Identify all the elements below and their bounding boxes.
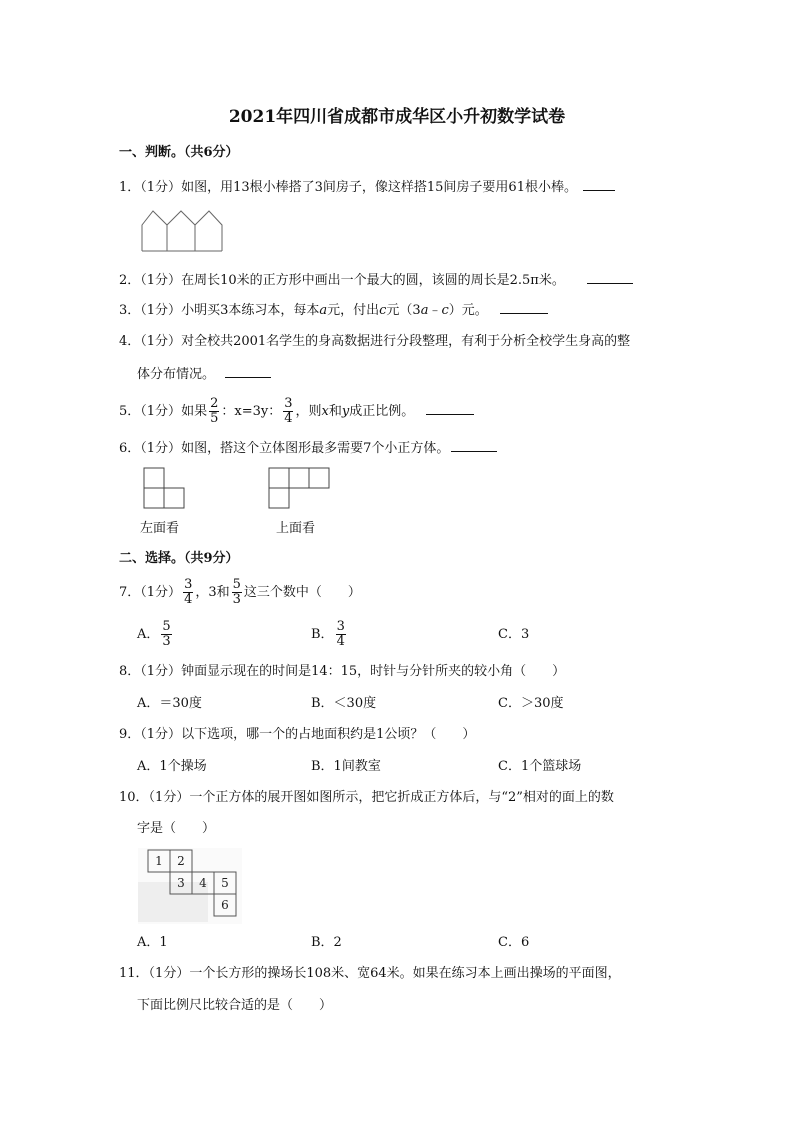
question-3 bbox=[119, 301, 548, 319]
denominator: 3 bbox=[162, 634, 171, 649]
left-view-figure bbox=[143, 467, 187, 509]
net-cell-5: 5 bbox=[221, 876, 229, 890]
question-text: 一个正方体的展开图如图所示，把它折成正方体后，与“2”相对的面上的数 bbox=[189, 790, 614, 805]
numerator: 3 bbox=[284, 396, 293, 411]
denominator: 4 bbox=[284, 411, 293, 426]
option-label: A． bbox=[137, 627, 160, 642]
question-score: （1分） bbox=[140, 303, 182, 318]
question-score: （1分） bbox=[140, 585, 182, 600]
question-text: 在周长10米的正方形中画出一个最大的圆，该圆的周长是2.5π米。 bbox=[181, 273, 565, 288]
question-score: （1分） bbox=[148, 790, 190, 805]
question-score: （1分） bbox=[140, 441, 182, 456]
question-text: 钟面显示现在的时间是14：15，时针与分针所夹的较小角（ ） bbox=[181, 664, 566, 679]
question-number: 4． bbox=[119, 334, 141, 349]
question-number: 6． bbox=[119, 441, 141, 456]
question-text: 小明买3本练习本，每本 bbox=[181, 303, 320, 318]
question-text: 如图，搭这个立体图形最多需要7个小正方体。 bbox=[181, 441, 450, 456]
variable-a: a bbox=[319, 303, 328, 318]
question-text: 以下选项，哪一个的占地面积约是1公顷？（ ） bbox=[181, 727, 476, 742]
question-number: 3． bbox=[119, 303, 141, 318]
answer-blank[interactable] bbox=[500, 301, 548, 314]
numerator: 3 bbox=[184, 577, 193, 592]
option-b[interactable]: B．2 bbox=[311, 935, 342, 950]
question-4 bbox=[119, 334, 630, 350]
question-text: 体分布情况。 bbox=[137, 367, 216, 382]
net-cell-4: 4 bbox=[199, 876, 207, 890]
option-a[interactable] bbox=[137, 620, 174, 650]
question-7 bbox=[119, 578, 361, 608]
answer-blank[interactable] bbox=[426, 402, 474, 415]
question-2 bbox=[119, 271, 633, 289]
question-text: 成正比例。 bbox=[349, 404, 415, 419]
question-number: 7． bbox=[119, 585, 141, 600]
answer-blank[interactable] bbox=[451, 439, 497, 452]
question-10 bbox=[119, 790, 614, 806]
question-number: 11． bbox=[119, 966, 149, 981]
answer-blank[interactable] bbox=[583, 178, 615, 191]
variable-c: c bbox=[441, 303, 449, 318]
option-a[interactable]: A．1 bbox=[137, 935, 168, 950]
net-cell-6: 6 bbox=[221, 898, 229, 912]
option-c[interactable]: C．3 bbox=[498, 627, 530, 642]
question-4-line-2 bbox=[137, 365, 271, 383]
question-score: （1分） bbox=[140, 180, 182, 195]
question-text: 如图，用13根小棒搭了3间房子，像这样搭15间房子要用61根小棒。 bbox=[181, 180, 577, 195]
option-c[interactable]: C．＞30度 bbox=[498, 696, 564, 711]
question-10-line-2: 字是（ ） bbox=[137, 821, 216, 836]
question-11-line-2: 下面比例尺比较合适的是（ ） bbox=[137, 998, 333, 1013]
option-a[interactable]: A．＝30度 bbox=[137, 696, 202, 711]
question-score: （1分） bbox=[140, 273, 182, 288]
question-text: 对全校共2001名学生的身高数据进行分段整理，有利于分析全校学生身高的整 bbox=[181, 334, 631, 349]
question-number: 1． bbox=[119, 180, 141, 195]
variable-a: a bbox=[420, 303, 429, 318]
question-score: （1分） bbox=[140, 334, 182, 349]
question-text: 这三个数中（ ） bbox=[243, 585, 361, 600]
left-view-caption: 左面看 bbox=[140, 521, 180, 536]
section-heading-judgement: 一、判断。（共6分） bbox=[119, 145, 239, 160]
numerator: 5 bbox=[162, 619, 171, 634]
question-9 bbox=[119, 727, 475, 743]
question-text: ﹣ bbox=[428, 303, 442, 318]
variable-c: c bbox=[379, 303, 387, 318]
option-c[interactable]: C．1个篮球场 bbox=[498, 759, 582, 774]
net-cell-3: 3 bbox=[177, 876, 185, 890]
question-score: （1分） bbox=[148, 966, 190, 981]
fraction bbox=[336, 620, 346, 649]
top-view-figure bbox=[268, 467, 330, 509]
net-cell-1: 1 bbox=[155, 854, 163, 868]
question-6 bbox=[119, 439, 497, 457]
variable-x: x bbox=[321, 404, 329, 419]
question-score: （1分） bbox=[140, 664, 182, 679]
question-number: 2． bbox=[119, 273, 141, 288]
fraction bbox=[283, 397, 293, 426]
denominator: 4 bbox=[184, 592, 193, 607]
fraction bbox=[161, 620, 171, 649]
numerator: 5 bbox=[232, 577, 241, 592]
fraction bbox=[232, 578, 242, 607]
denominator: 5 bbox=[210, 411, 219, 426]
top-view-caption: 上面看 bbox=[276, 521, 316, 536]
answer-blank[interactable] bbox=[587, 271, 633, 284]
option-b[interactable] bbox=[311, 620, 348, 650]
question-text: ，则 bbox=[295, 404, 322, 419]
question-11 bbox=[119, 966, 621, 982]
question-text: 元（3 bbox=[386, 303, 421, 318]
option-b[interactable]: B．＜30度 bbox=[311, 696, 377, 711]
denominator: 3 bbox=[232, 592, 241, 607]
question-text: 元，付出 bbox=[327, 303, 380, 318]
option-a[interactable]: A．1个操场 bbox=[137, 759, 207, 774]
question-text: ：x=3y： bbox=[221, 404, 282, 419]
option-label: B． bbox=[311, 627, 334, 642]
question-number: 9． bbox=[119, 727, 141, 742]
numerator: 2 bbox=[210, 396, 219, 411]
section-heading-choice: 二、选择。（共9分） bbox=[119, 551, 239, 566]
question-1 bbox=[119, 178, 615, 196]
question-8 bbox=[119, 664, 565, 680]
question-number: 8． bbox=[119, 664, 141, 679]
answer-blank[interactable] bbox=[225, 365, 271, 378]
variable-y: y bbox=[341, 404, 350, 419]
question-text: 和 bbox=[328, 404, 342, 419]
net-cell-2: 2 bbox=[177, 854, 185, 868]
fraction bbox=[209, 397, 219, 426]
three-houses-figure bbox=[140, 208, 230, 254]
cube-net-figure bbox=[138, 848, 242, 924]
question-text: 一个长方形的操场长108米、宽64米。如果在练习本上画出操场的平面图， bbox=[189, 966, 621, 981]
question-text: 如果 bbox=[181, 404, 208, 419]
question-score: （1分） bbox=[140, 404, 182, 419]
option-b[interactable]: B．1间教室 bbox=[311, 759, 381, 774]
numerator: 3 bbox=[336, 619, 345, 634]
question-5 bbox=[119, 397, 474, 427]
fraction bbox=[183, 578, 193, 607]
denominator: 4 bbox=[336, 634, 345, 649]
question-text: ）元。 bbox=[448, 303, 488, 318]
question-number: 5． bbox=[119, 404, 141, 419]
question-score: （1分） bbox=[140, 727, 182, 742]
question-number: 10． bbox=[119, 790, 149, 805]
page-title: 2021年四川省成都市成华区小升初数学试卷 bbox=[228, 107, 566, 127]
option-c[interactable]: C．6 bbox=[498, 935, 530, 950]
question-text: ，3和 bbox=[195, 585, 230, 600]
